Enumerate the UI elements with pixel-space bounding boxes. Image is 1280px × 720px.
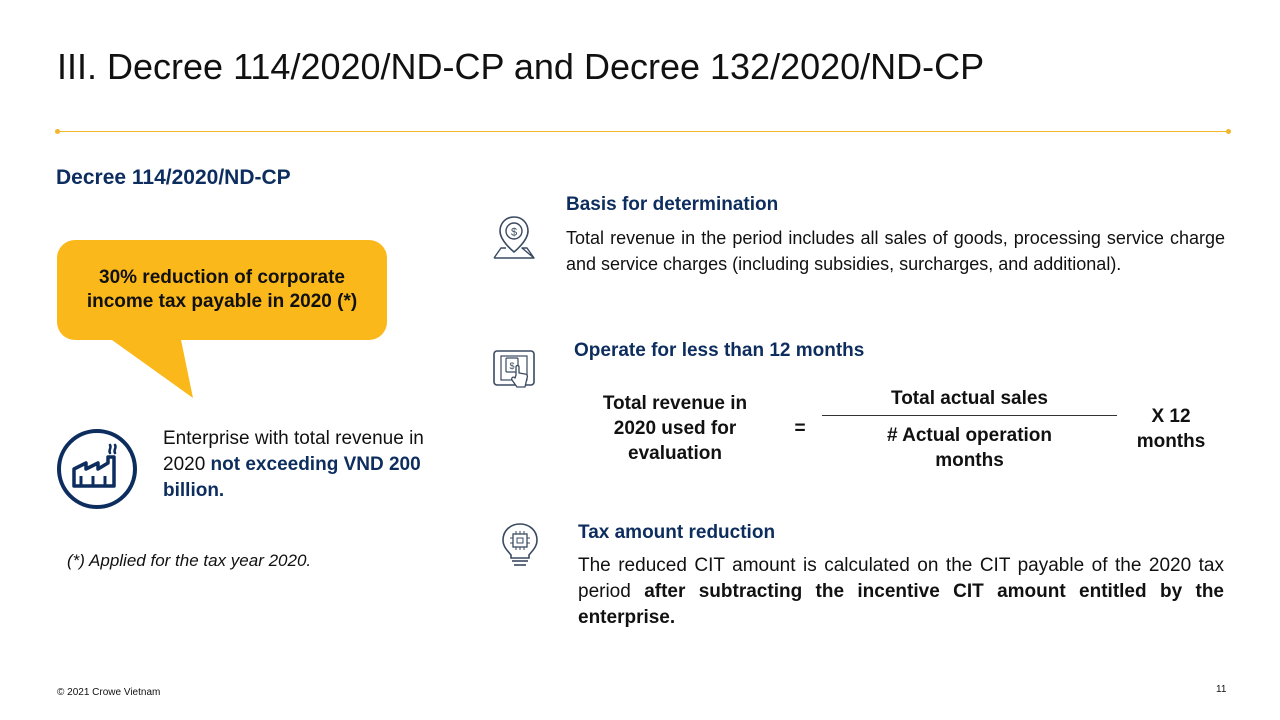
reduction-callout-bubble [57, 240, 387, 340]
basis-heading: Basis for determination [566, 194, 779, 215]
formula-numerator: Total actual sales [891, 388, 1048, 409]
page-title: III. Decree 114/2020/ND-CP and Decree 132/2020/ND-CP [57, 46, 985, 87]
formula-multiplier: X 12 months [1136, 406, 1206, 452]
factory-icon [57, 429, 137, 509]
svg-text:$: $ [510, 226, 518, 239]
svg-text:$: $ [509, 361, 515, 371]
lightbulb-chip-icon [499, 522, 541, 568]
reduction-callout-text: 30% reduction of corporate income tax payable in 2020 (*) [86, 267, 358, 312]
tax-year-note: (*) Applied for the tax year 2020. [67, 551, 312, 570]
page-number: 11 [1216, 684, 1227, 695]
enterprise-criteria-plain: Enterprise with total revenue in 2020 [163, 428, 424, 475]
operate-heading: Operate for less than 12 months [574, 340, 865, 361]
tax-text-plain: The reduced CIT amount is calculated on the CIT payable of the 2020 tax period [578, 555, 1224, 602]
basis-text: Total revenue in the period includes all sales of goods, processing service charge and service charges (including subsidies, surcharges, and additional). [566, 228, 1225, 274]
formula-equals: = [794, 418, 806, 439]
formula-denominator: # Actual operation months [886, 425, 1053, 471]
section-title-decree-114: Decree 114/2020/ND-CP [56, 166, 291, 189]
footer-copyright: © 2021 Crowe Vietnam [57, 687, 161, 698]
tax-heading: Tax amount reduction [578, 522, 776, 543]
formula-lhs: Total revenue in 2020 used for evaluation [602, 393, 748, 464]
tablet-payment-icon [492, 349, 536, 393]
enterprise-criteria-bold: not exceeding VND 200 billion. [163, 454, 421, 501]
fraction-line [822, 415, 1117, 416]
tax-text-bold: after subtracting the incentive CIT amount entitled by the enterprise. [578, 581, 1224, 628]
tax-text [578, 553, 1224, 631]
enterprise-criteria-text [163, 426, 441, 504]
location-dollar-icon [492, 214, 536, 260]
